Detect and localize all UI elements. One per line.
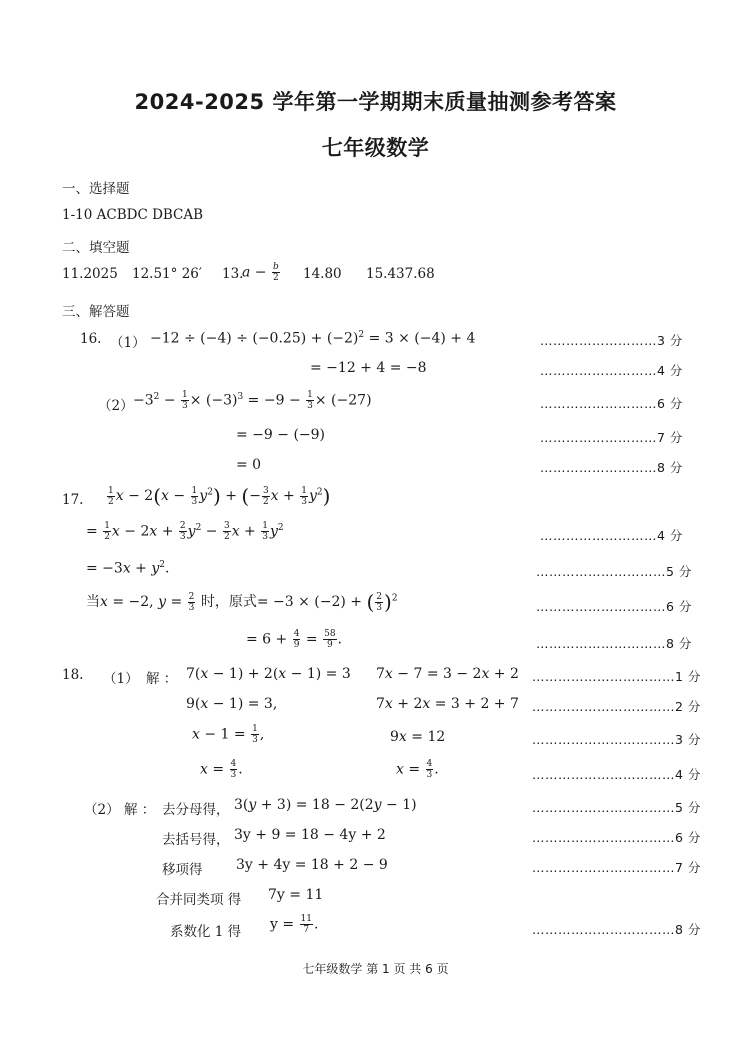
q18-1-left-line4: x = $\frac{4}{3}$ . — [200, 759, 243, 780]
score-6b: …………………………6 分 — [536, 599, 692, 614]
fill-answer-13-expr: a − $\frac{b}{2}$ — [242, 262, 279, 283]
q17-number: 17. — [62, 492, 84, 508]
q18-2-step3-label: 移项得 — [162, 862, 203, 878]
score-1-text: 1 分 — [675, 669, 701, 684]
section-solve-heading: 三、解答题 — [62, 304, 130, 320]
q18-1-left-line1: 7(x − 1) + 2(x − 1) = 3 — [186, 666, 351, 682]
score-6b-text: 6 分 — [666, 599, 692, 614]
score-5: …………………………5 分 — [536, 564, 692, 579]
score-3-text: 3 分 — [657, 333, 683, 348]
section-choice-heading: 一、选择题 — [62, 181, 130, 197]
q18-1-left-line3: x − 1 = $\frac{1}{3}$ , — [192, 724, 265, 745]
page-footer: 七年级数学 第 1 页 共 6 页 — [302, 962, 449, 976]
score-5b-text: 5 分 — [675, 800, 701, 815]
q18-2-step5-label: 系数化 1 得 — [170, 924, 242, 940]
q18-2-step2-label: 去括号得， — [162, 832, 230, 848]
score-4: ………………………4 分 — [540, 363, 683, 378]
q16-number: 16. — [80, 331, 102, 347]
score-4b: ………………………4 分 — [540, 528, 683, 543]
q16-part1-label: （1） — [110, 335, 146, 351]
q18-1-left-line2: 9(x − 1) = 3, — [186, 696, 278, 712]
score-7: ………………………7 分 — [540, 430, 683, 445]
score-6: ………………………6 分 — [540, 396, 683, 411]
q18-1-right-line1: 7x − 7 = 3 − 2x + 2 — [376, 666, 519, 682]
section-fill-heading: 二、填空题 — [62, 240, 130, 256]
page-title: 2024-2025 学年第一学期期末质量抽测参考答案 — [134, 90, 617, 114]
q18-1-right-line3: 9x = 12 — [390, 729, 446, 745]
when-label: 当 — [86, 594, 100, 610]
page-subtitle: 七年级数学 — [321, 136, 430, 160]
q17-line3: = $-3x + y^2$. — [86, 560, 170, 577]
score-8: ………………………8 分 — [540, 460, 683, 475]
fill-answer-13-label: 13. — [222, 266, 244, 282]
q18-part1-label: （1） — [103, 671, 139, 687]
score-7b: ……………………………7 分 — [532, 860, 701, 875]
score-3b: ……………………………3 分 — [532, 732, 701, 747]
score-5-text: 5 分 — [666, 564, 692, 579]
q17-line5: = 6 + $\frac{4}{9}$ = $\frac{58}{9}$ . — [246, 629, 342, 650]
q18-2-step2: 3y + 9 = 18 − 4y + 2 — [234, 827, 386, 843]
score-4-text: 4 分 — [657, 363, 683, 378]
score-8b-text: 8 分 — [666, 636, 692, 651]
score-4b-text: 4 分 — [657, 528, 683, 543]
score-6c: ……………………………6 分 — [532, 830, 701, 845]
fill-answer-14: 14.80 — [303, 266, 342, 282]
q18-part2-label: （2） — [84, 802, 120, 818]
choice-answers: 1-10 ACBDC DBCAB — [62, 207, 204, 223]
q17-line2: = $\frac{1}{2}$ x − 2x + $\frac{2}{3}$ $y^2$ − $\frac{3}{2}$ x + $\frac{1}{3}$ $y^2$ — [86, 521, 284, 542]
score-6-text: 6 分 — [657, 396, 683, 411]
score-8-text: 8 分 — [657, 460, 683, 475]
q18-number: 18. — [62, 667, 84, 683]
score-7b-text: 7 分 — [675, 860, 701, 875]
q18-2-step1-label: 去分母得， — [162, 802, 230, 818]
q18-2-step4-label: 合并同类项 得 — [156, 892, 242, 908]
q18-1-jie: 解 ： — [146, 671, 178, 687]
score-1: ……………………………1 分 — [532, 669, 701, 684]
q18-2-step5: y = $\frac{11}{7}$ . — [270, 914, 319, 935]
q17-line1: $\frac{1}{2}$ x − 2(x − $\frac{1}{3}$ $y^2$) + (− $\frac{3}{2}$ x + $\frac{1}{3}$ $y^2$) — [108, 484, 331, 508]
fill-answer-11: 11.2025 — [62, 266, 118, 282]
fill-answer-15: 15.437.68 — [366, 266, 435, 282]
q18-1-right-line4: x = $\frac{4}{3}$ . — [396, 759, 439, 780]
q18-2-step3: 3y + 4y = 18 + 2 − 9 — [236, 857, 388, 873]
fill-answer-12: 12.51° 26′ — [132, 266, 202, 282]
score-3b-text: 3 分 — [675, 732, 701, 747]
score-4c: ……………………………4 分 — [532, 767, 701, 782]
score-4c-text: 4 分 — [675, 767, 701, 782]
score-3: ………………………3 分 — [540, 333, 683, 348]
q16-part2-label: （2） — [98, 398, 134, 414]
score-2: ……………………………2 分 — [532, 699, 701, 714]
q16-1-line1: $-12 \div (-4) \div (-0.25) + (-2)^2 = 3 \times (-4) + 4$ — [150, 330, 476, 347]
q18-2-jie: 解 ： — [124, 802, 156, 818]
score-8b: …………………………8 分 — [536, 636, 692, 651]
score-2-text: 2 分 — [675, 699, 701, 714]
then-label: 时，原式 — [200, 594, 257, 610]
q16-2-line2: = −9 − (−9) — [236, 427, 326, 443]
score-8c-text: 8 分 — [675, 922, 701, 937]
score-8c: ……………………………8 分 — [532, 922, 701, 937]
q16-1-line2: = −12 + 4 = −8 — [310, 360, 427, 376]
q16-2-line3: = 0 — [236, 457, 262, 473]
q18-2-step1: 3(y + 3) = 18 − 2(2y − 1) — [234, 797, 417, 813]
score-6c-text: 6 分 — [675, 830, 701, 845]
score-5b: ……………………………5 分 — [532, 800, 701, 815]
q18-2-step4: 7y = 11 — [268, 887, 324, 903]
score-7-text: 7 分 — [657, 430, 683, 445]
q17-line4: 当x = −2, y = $\frac{2}{3}$ 时，原式= −3 × (−2) + ( $\frac{2}{3}$ )$^2$ — [86, 590, 398, 614]
q16-2-line1: $-3^2$ − $\frac{1}{3}$ × $(-3)^3 = -9$ − $\frac{1}{3}$ × (−27) — [133, 390, 372, 411]
q18-1-right-line2: 7x + 2x = 3 + 2 + 7 — [376, 696, 519, 712]
